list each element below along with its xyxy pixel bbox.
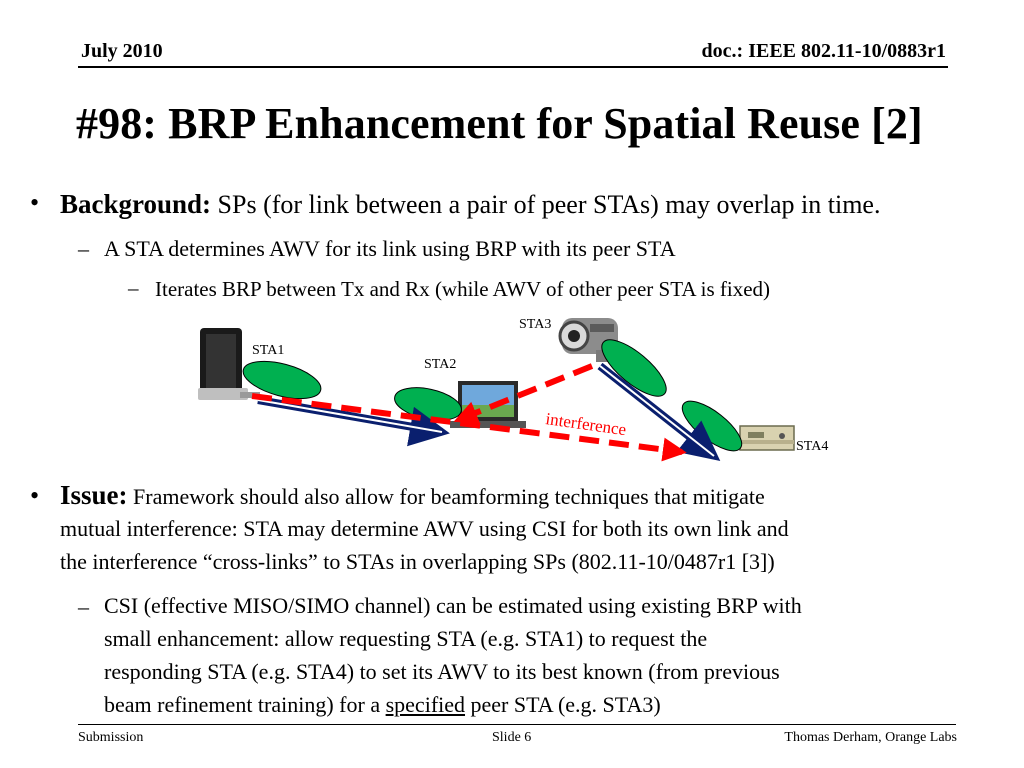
sta3-label: STA3	[519, 317, 552, 332]
background-sub1: A STA determines AWV for its link using BRP with its peer STA	[104, 236, 676, 261]
sta1-label: STA1	[252, 343, 285, 358]
bullet-marker: •	[30, 188, 40, 217]
dash-marker: –	[78, 594, 89, 619]
background-sub2: Iterates BRP between Tx and Rx (while AWV of other peer STA is fixed)	[155, 277, 771, 301]
bullet-marker: •	[30, 481, 40, 510]
header-doc-id: doc.: IEEE 802.11-10/0883r1	[701, 40, 946, 62]
dash-marker: –	[128, 276, 139, 300]
dash-marker: –	[78, 236, 89, 261]
issue-sub-line3: responding STA (e.g. STA4) to set its AWV to its best known (from previous	[104, 659, 780, 684]
issue-sub-line2: small enhancement: allow requesting STA (e.g. STA1) to request the	[104, 626, 708, 651]
sta4-label: STA4	[796, 439, 829, 454]
interference-label: interference	[544, 409, 628, 440]
issue-line3: the interference “cross-links” to STAs in overlapping SPs (802.11-10/0487r1 [3])	[60, 549, 775, 574]
sta2-label: STA2	[424, 357, 457, 372]
issue-text-1: Framework should also allow for beamforming techniques that mitigate	[133, 484, 765, 509]
issue-line1	[60, 478, 765, 514]
footer-slide-number: Slide 6	[492, 730, 532, 745]
issue-sub-line4-post: peer STA (e.g. STA3)	[470, 692, 661, 717]
footer-submission: Submission	[78, 730, 144, 745]
issue-sub-line4-emphasis: specified	[385, 692, 466, 717]
slide-title: #98: BRP Enhancement for Spatial Reuse [2]	[76, 99, 923, 148]
footer-rule	[78, 724, 956, 725]
background-text: SPs (for link between a pair of peer STAs) may overlap in time.	[217, 190, 881, 219]
issue-line2: mutual interference: STA may determine AWV using CSI for both its own link and	[60, 516, 789, 541]
issue-lead: Issue:	[60, 480, 128, 510]
footer-author: Thomas Derham, Orange Labs	[784, 730, 957, 745]
issue-sub-line4	[104, 688, 661, 722]
issue-sub-line1: CSI (effective MISO/SIMO channel) can be estimated using existing BRP with	[104, 593, 802, 618]
sta4-beam-pattern	[675, 393, 749, 459]
header-date: July 2010	[81, 40, 163, 62]
sta2-beam-pattern	[392, 382, 465, 425]
sta4-device-icon	[740, 426, 794, 450]
issue-sub-line4-pre: beam refinement training) for a	[104, 692, 381, 717]
background-lead: Background:	[60, 189, 212, 219]
